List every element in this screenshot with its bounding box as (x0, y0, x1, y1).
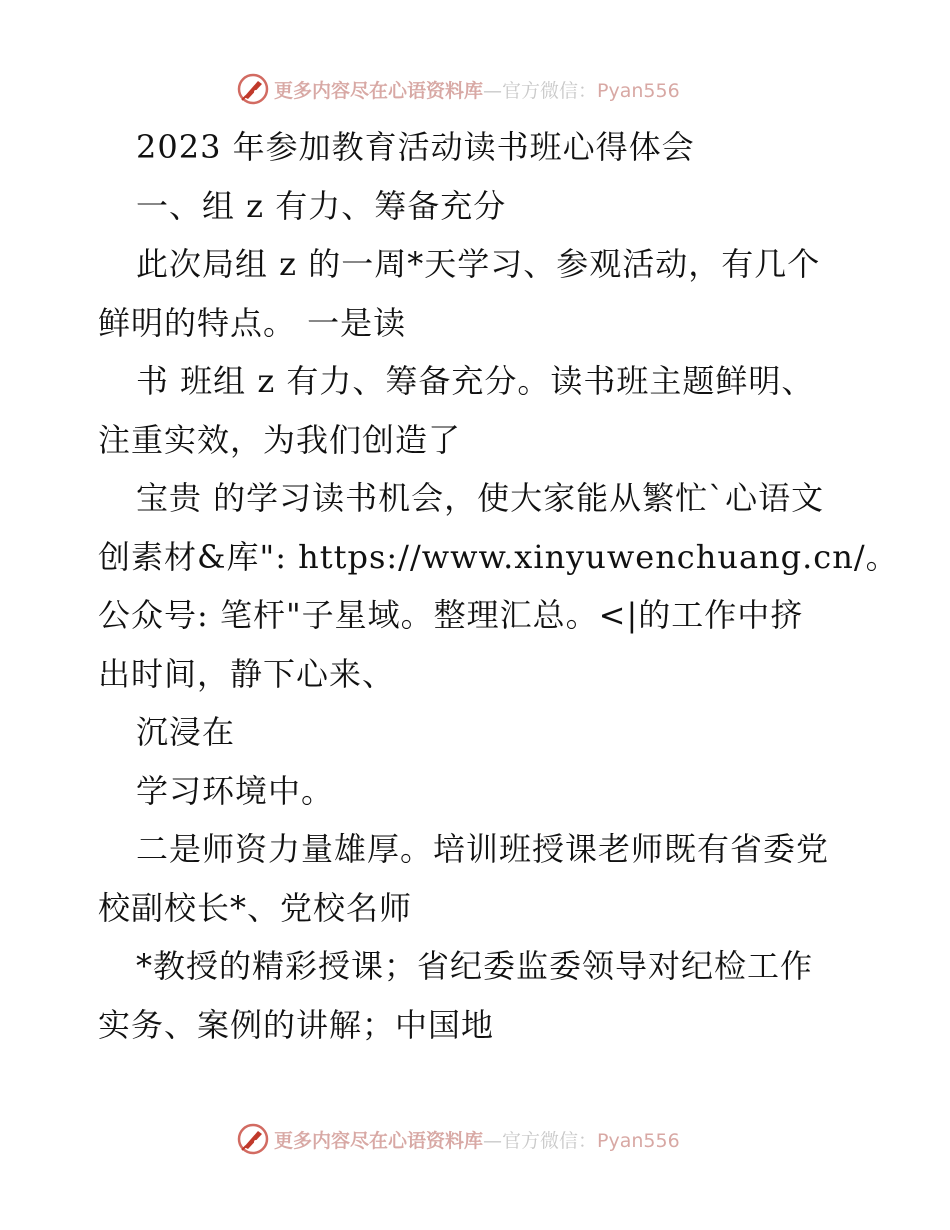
paragraph-line: 创素材&库": https://www.xinyuwenchuang.cn/。 (98, 537, 899, 576)
quill-seal-icon (236, 72, 270, 106)
watermark-brand: 更多内容尽在心语资料库 (274, 1129, 484, 1152)
paragraph-line: 学习环境中。 (136, 771, 335, 810)
watermark-text (274, 1126, 680, 1153)
paragraph-line: 此次局组 z 的一周*天学习、参观活动，有几个 (136, 245, 821, 283)
paragraph-line: 沉浸在 (136, 713, 236, 751)
watermark-wechat-id: Pyan556 (597, 1129, 680, 1152)
document-body (98, 118, 899, 1054)
paragraph-line: 公众号: 笔杆"子星域。整理汇总。<|的工作中挤 (98, 596, 804, 634)
paragraph-line: 书 班组 z 有力、筹备充分。读书班主题鲜明、 (136, 362, 815, 400)
paragraph-line: 校副校长*、党校名师 (98, 888, 413, 927)
paragraph-line: 出时间，静下心来、 (98, 654, 396, 693)
quill-seal-icon (236, 1122, 270, 1156)
watermark-banner-top (236, 72, 680, 106)
paragraph-line: 注重实效，为我们创造了 (98, 420, 462, 459)
paragraph-line: *教授的精彩授课；省纪委监委领导对纪检工作 (136, 947, 814, 985)
paragraph-line: 二是师资力量雄厚。培训班授课老师既有省委党 (136, 830, 830, 868)
watermark-contact-label: 官方微信： (502, 1129, 598, 1152)
paragraph-line: 鲜明的特点。 一是读 (98, 303, 407, 342)
watermark-brand: 更多内容尽在心语资料库 (274, 79, 484, 102)
watermark-contact-label: 官方微信： (502, 79, 598, 102)
watermark-banner-bottom (236, 1122, 680, 1156)
watermark-separator: — (483, 1129, 503, 1152)
watermark-wechat-id: Pyan556 (597, 79, 680, 102)
document-title: 2023 年参加教育活动读书班心得体会 (136, 128, 695, 166)
paragraph-line: 实务、案例的讲解；中国地 (98, 1005, 495, 1044)
watermark-text (274, 76, 680, 103)
watermark-separator: — (483, 79, 503, 102)
paragraph-line: 宝贵 的学习读书机会，使大家能从繁忙ˋ心语文 (136, 479, 825, 517)
section-heading: 一、组 z 有力、筹备充分 (136, 186, 507, 225)
